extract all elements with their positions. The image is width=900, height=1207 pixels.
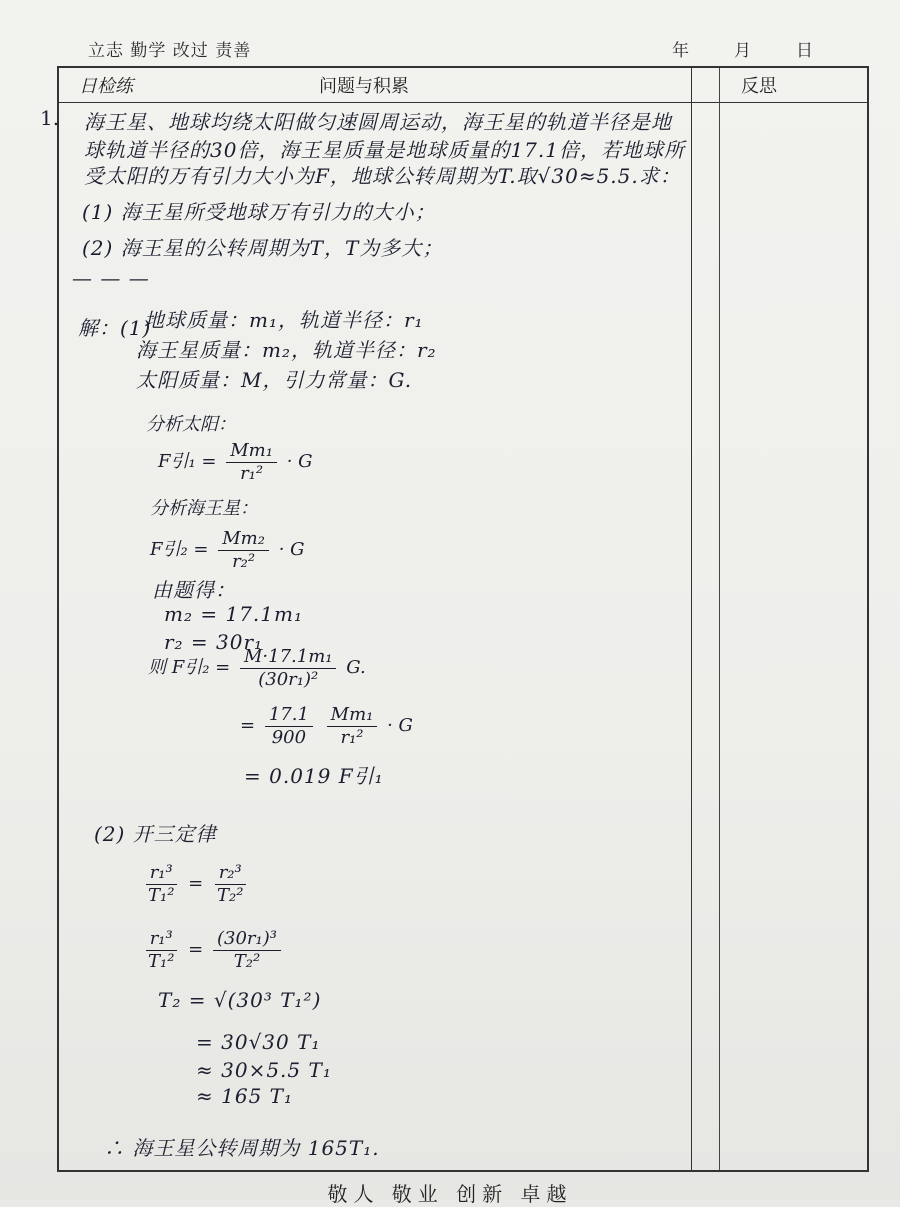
analysis-neptune: 分析海王星： — [150, 498, 258, 519]
k1-fraction-left — [144, 862, 178, 906]
problem-line-1: 海王星、地球均绕太阳做匀速圆周运动，海王星的轨道半径是地 — [84, 110, 672, 134]
k2-numerator-left: r₁³ — [146, 928, 177, 951]
period-step-1: T₂ = √(30³ T₁²) — [158, 988, 322, 1012]
period-step-2: = 30√30 T₁ — [196, 1030, 321, 1054]
e2-fraction-2 — [327, 704, 378, 748]
f1-lhs: F引₁ = — [158, 451, 217, 473]
problem-number: 1. — [40, 106, 60, 130]
e2-fraction-1 — [265, 704, 313, 748]
header-motto: 立志 勤学 改过 责善 — [88, 41, 252, 61]
f1-fraction — [226, 440, 277, 484]
neptune-def: 海王星质量：m₂，轨道半径：r₂ — [136, 338, 437, 362]
e2-denominator-2: r₁² — [340, 726, 364, 748]
header-month: 月 — [734, 41, 752, 61]
k2-numerator-right: (30r₁)³ — [213, 928, 281, 951]
equation-2 — [240, 704, 413, 748]
dash-separator: — — — — [72, 266, 150, 290]
e2-denominator-1: 900 — [271, 726, 307, 748]
k2-fraction-right — [213, 928, 281, 972]
period-step-3: ≈ 30×5.5 T₁ — [196, 1058, 332, 1082]
formula-f2 — [150, 528, 305, 572]
e1-lhs: 则 F引₂ = — [148, 657, 231, 679]
e1-numerator: M·17.1m₁ — [240, 646, 337, 669]
solution-heading: 解：(1) — [78, 316, 152, 340]
analysis-sun: 分析太阳： — [146, 414, 236, 435]
daily-practice-label: 日检练 — [79, 76, 133, 97]
f1-tail: · G — [286, 451, 313, 473]
e1-fraction — [240, 646, 337, 690]
f2-tail: · G — [278, 539, 305, 561]
header-year: 年 — [672, 41, 690, 61]
k1-denominator-left: T₁² — [148, 884, 175, 906]
e1-tail: G. — [346, 657, 366, 679]
k1-fraction-right — [213, 862, 247, 906]
f2-fraction — [218, 528, 269, 572]
header-divider — [59, 102, 867, 103]
period-step-4: ≈ 165 T₁ — [196, 1084, 294, 1108]
e2-numerator-1: 17.1 — [265, 704, 313, 727]
kepler-equation-2 — [140, 928, 285, 972]
f1-numerator: Mm₁ — [226, 440, 277, 463]
reflect-column-divider — [691, 68, 692, 1170]
k2-denominator-left: T₁² — [148, 950, 175, 972]
question-2: (2) 海王星的公转周期为T，T为多大； — [82, 236, 444, 260]
problem-line-2: 球轨道半径的30倍，海王星质量是地球质量的17.1倍，若地球所 — [84, 138, 685, 162]
f2-lhs: F引₂ = — [150, 539, 209, 561]
equation-1 — [148, 646, 366, 690]
reflect-column-divider-inner — [719, 68, 720, 1170]
k1-numerator-right: r₂³ — [215, 862, 246, 885]
e2-tail: · G — [387, 715, 413, 737]
f2-numerator: Mm₂ — [218, 528, 269, 551]
sun-def: 太阳质量：M，引力常量：G. — [136, 368, 413, 392]
earth-def: 地球质量：m₁，轨道半径：r₁ — [144, 308, 424, 332]
given-mass: m₂ = 17.1m₁ — [164, 602, 303, 626]
k1-equals: = — [188, 873, 204, 895]
footer-slogan: 敬人 敬业 创新 卓越 — [327, 1182, 573, 1206]
part-2-heading: (2) 开三定律 — [94, 822, 217, 846]
header-day: 日 — [796, 41, 814, 61]
equation-3: = 0.019 F引₁ — [244, 764, 384, 788]
header-date — [672, 36, 814, 61]
k2-equals: = — [188, 939, 204, 961]
k1-numerator-left: r₁³ — [146, 862, 177, 885]
given-heading: 由题得： — [152, 578, 236, 602]
conclusion: ∴ 海王星公转周期为 165T₁. — [104, 1136, 380, 1160]
f2-denominator: r₂² — [232, 550, 256, 572]
f1-denominator: r₁² — [240, 462, 264, 484]
column-title-reflection: 反思 — [741, 76, 777, 97]
formula-f1 — [158, 440, 313, 484]
kepler-equation-1 — [140, 862, 251, 906]
problem-line-3: 受太阳的万有引力大小为F，地球公转周期为T.取√30≈5.5.求： — [84, 164, 681, 188]
k1-denominator-right: T₂² — [217, 884, 244, 906]
column-title-problems: 问题与积累 — [319, 76, 409, 97]
k2-denominator-right: T₂² — [233, 950, 261, 972]
e1-denominator: (30r₁)² — [258, 668, 319, 690]
question-1: (1) 海王星所受地球万有引力的大小； — [82, 200, 436, 224]
e2-lhs: = — [240, 715, 256, 737]
k2-fraction-left — [144, 928, 178, 972]
given-radius: r₂ = 30r₁ — [164, 630, 264, 654]
e2-numerator-2: Mm₁ — [327, 704, 378, 727]
